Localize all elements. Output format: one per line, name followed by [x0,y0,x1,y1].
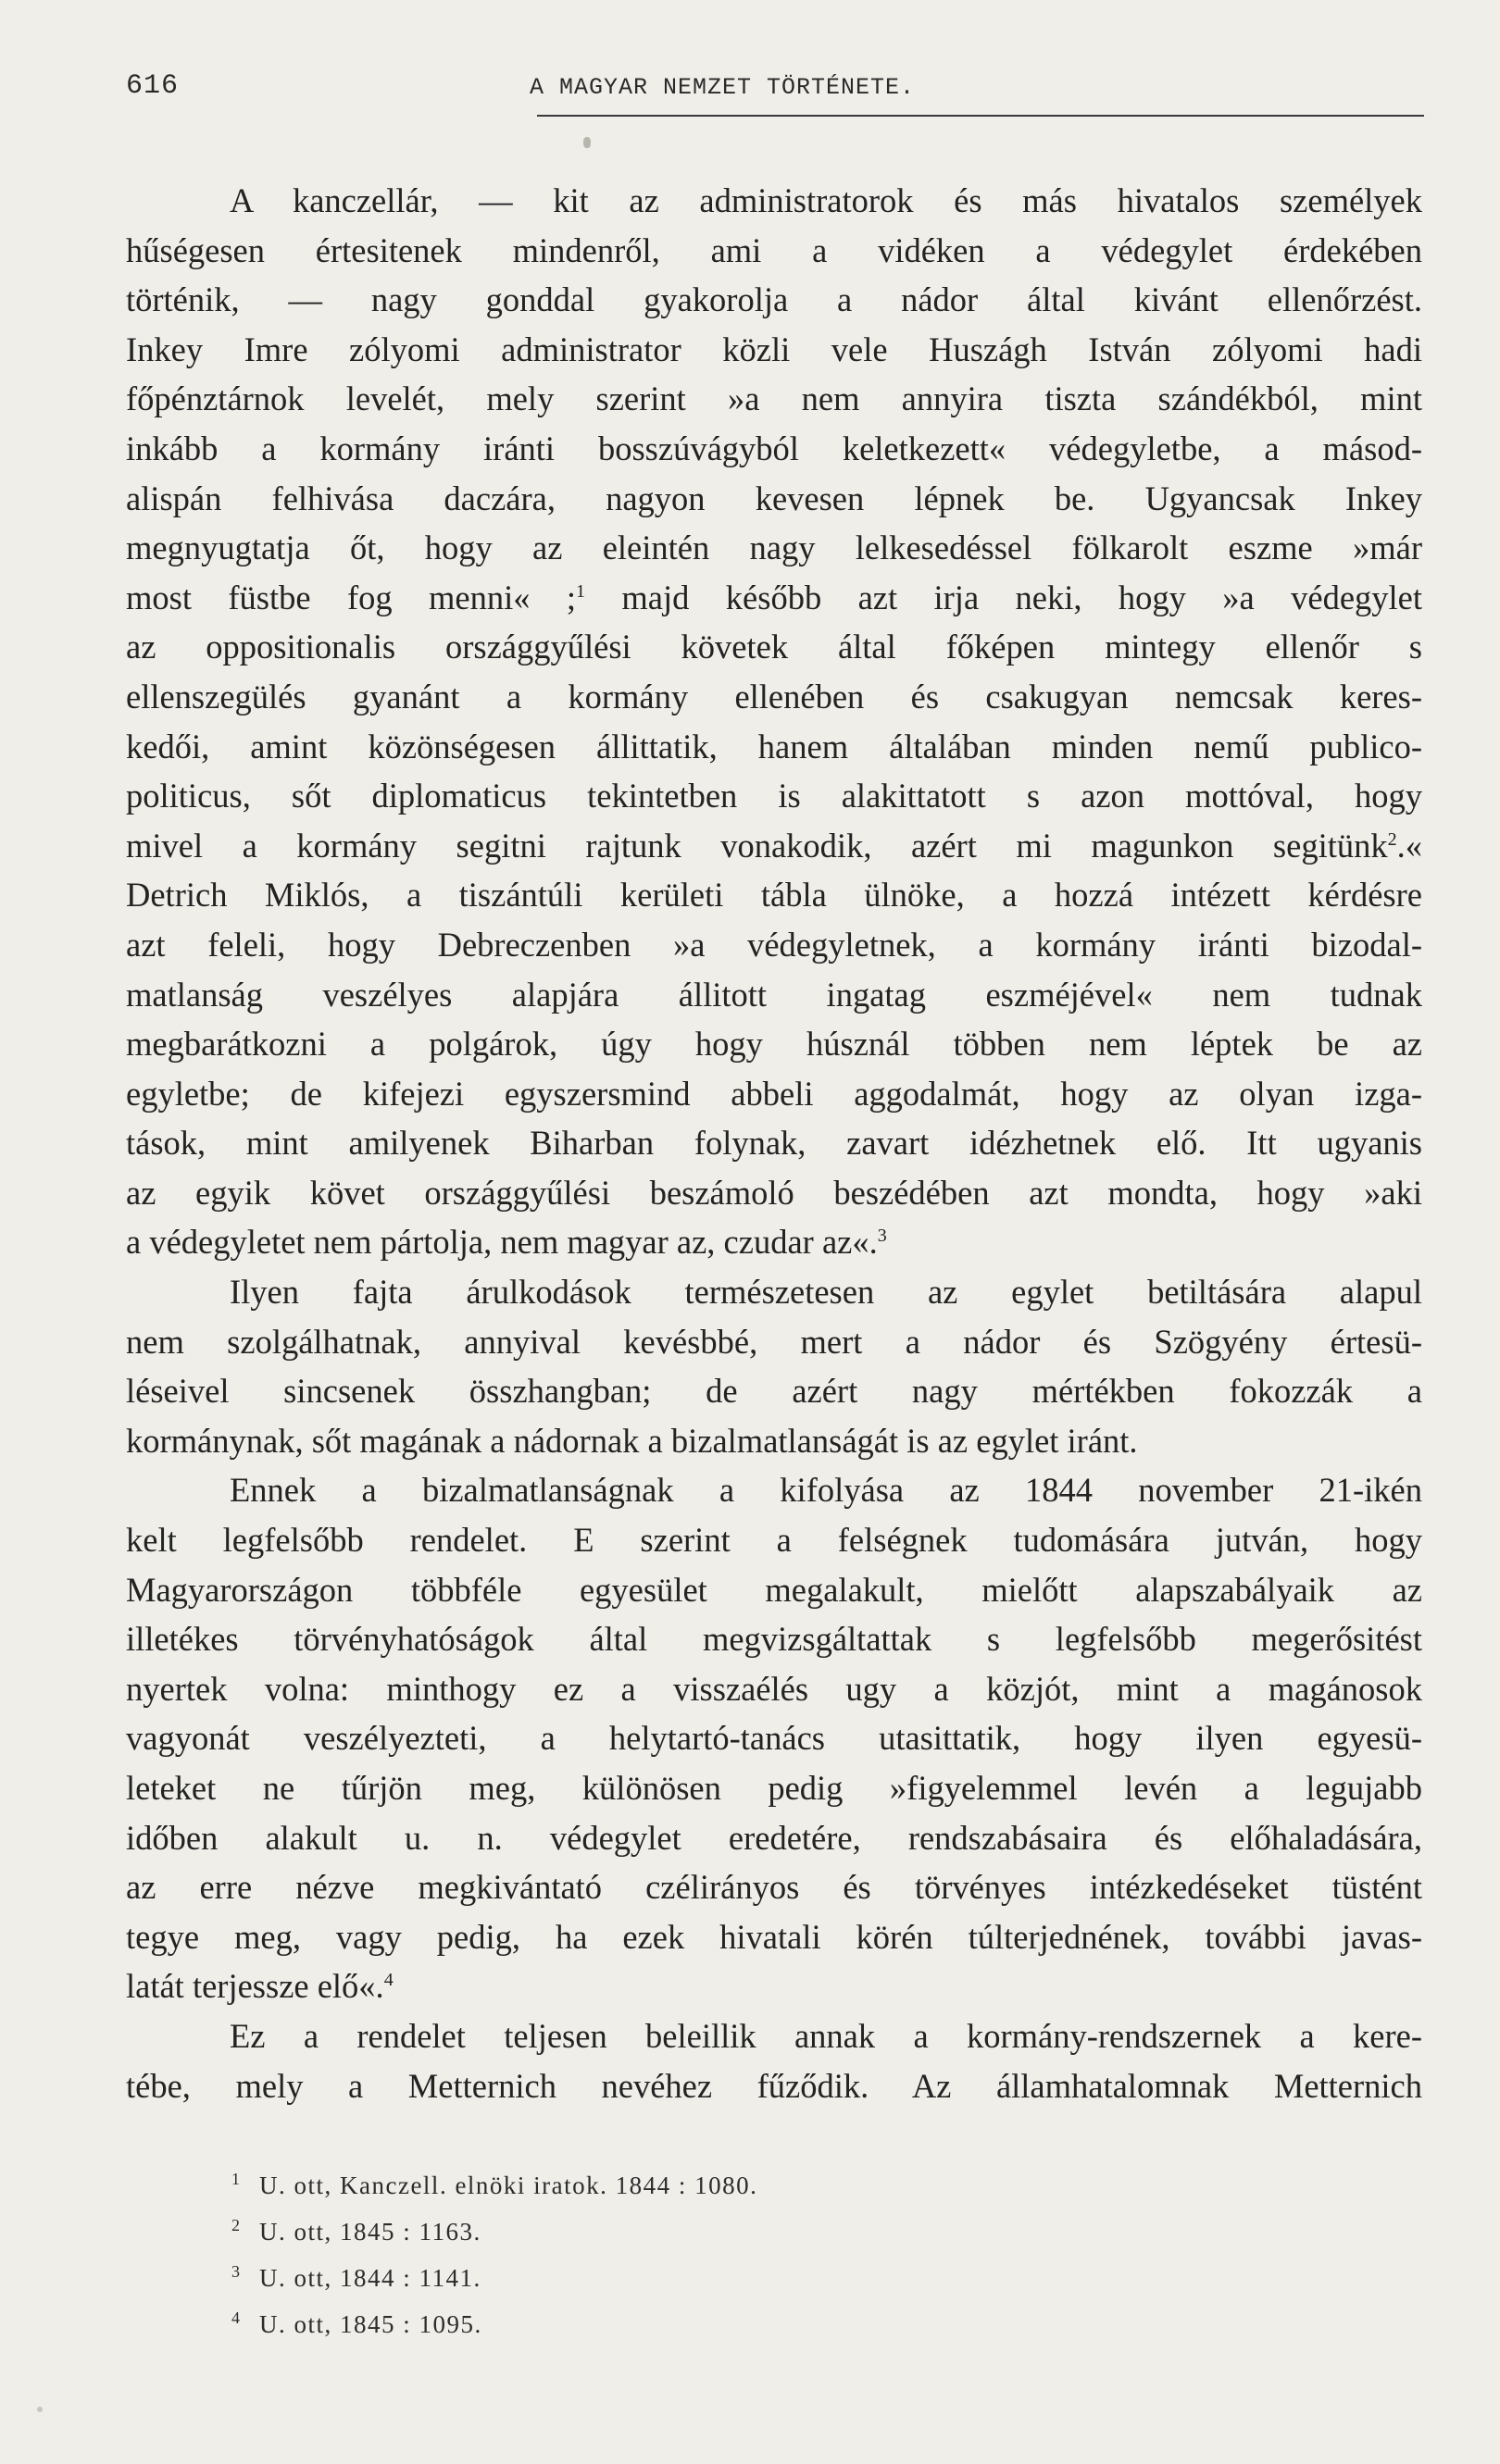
text-line [126,1763,1422,1813]
text-line [126,920,1422,970]
text-line-content: időben alakult u. n. védegylet eredetére, rendszabásaira és előhaladására, [126,1818,1422,1857]
text-line [126,970,1422,1020]
text-line-content: alispán felhivása daczára, nagyon kevesen lépnek be. Ugyancsak Inkey [126,479,1422,517]
text-line-content: Ez a rendelet teljesen beleillik annak a kormány-rendszernek a kere- [230,2016,1422,2055]
text-line [126,1118,1422,1168]
text-line [126,1813,1422,1863]
page-blemish [37,2407,43,2412]
text-line-content: leteket ne tűrjön meg, különösen pedig »figyelemmel levén a legujabb [126,1769,1422,1807]
text-line-content: nyertek volna: minthogy ez a visszaélés ugy a közjót, mint a magánosok [126,1669,1422,1708]
footnote: 4 U. ott, 1845 : 1095. [231,2308,482,2338]
header-rule [537,115,1424,117]
text-line [126,1267,1422,1317]
text-line-content: léseivel sincsenek összhangban; de azért nagy mértékben fokozzák a [126,1372,1422,1411]
text-line [126,1317,1422,1367]
text-line-content: Inkey Imre zólyomi administrator közli vele Huszágh István zólyomi hadi [126,330,1422,368]
text-line-continuation: majd később azt irja neki, hogy »a védegylet [585,578,1423,616]
text-line [126,1217,1422,1267]
text-line-content: az erre nézve megkivántató czélirányos és törvényes intézkedéseket tüstént [126,1868,1422,1907]
text-line-content: A kanczellár, — kit az administratorok és más hivatalos személyek [230,181,1422,219]
text-line [126,722,1422,772]
footnote: 1 U. ott, Kanczell. elnöki iratok. 1844 : 1080. [231,2170,758,2199]
text-line [126,474,1422,524]
text-line [126,771,1422,821]
text-line-content: azt feleli, hogy Debreczenben »a védegyletnek, a kormány iránti bizodal- [126,925,1422,964]
text-line-content: az egyik követ országgyűlési beszámoló beszédében azt mondta, hogy »aki [126,1173,1422,1212]
text-line-content: Magyarországon többféle egyesület megalakult, mielőtt alapszabályaik az [126,1570,1422,1609]
text-line [126,1019,1422,1069]
text-line-content: Ennek a bizalmatlanságnak a kifolyása az 1844 november 21-ikén [230,1471,1422,1510]
text-line [126,1862,1422,1912]
text-line-content: megnyugtatja őt, hogy az eleintén nagy lelkesedéssel fölkarolt eszme »már [126,529,1422,567]
text-line-content: matlanság veszélyes alapjára állitott ingatag eszméjével« nem tudnak [126,975,1422,1014]
text-line [126,1664,1422,1714]
footnote-text: U. ott, 1845 : 1095. [259,2310,482,2338]
text-line-content: mivel a kormány segitni rajtunk vonakodik, azért mi magunkon segitünk [126,826,1388,865]
text-line-content: egyletbe; de kifejezi egyszersmind abbeli aggodalmát, hogy az olyan izga- [126,1074,1422,1113]
text-line [126,622,1422,672]
text-line [126,573,1422,623]
text-line-content: történik, — nagy gonddal gyakorolja a nádor által kivánt ellenőrzést. [126,280,1422,319]
text-line-content: kedői, amint közönségesen állittatik, hanem általában minden nemű publico- [126,727,1422,765]
text-line-content: illetékes törvényhatóságok által megvizsgáltattak s legfelsőbb megerősitést [126,1620,1422,1659]
text-line-content: ellenszegülés gyanánt a kormány ellenében és csakugyan nemcsak keres- [126,677,1422,716]
text-line-continuation: .« [1396,826,1422,865]
footnote-reference[interactable]: 4 [383,1970,394,1991]
text-line [126,1465,1422,1515]
text-line-content: tébe, mely a Metternich nevéhez fűződik. Az államhatalomnak Metternich [126,2066,1422,2105]
text-line-content: politicus, sőt diplomaticus tekintetben is alakittatott s azon mottóval, hogy [126,777,1422,815]
text-line [126,1069,1422,1119]
text-line-content: inkább a kormány iránti bosszúvágyból keletkezett« védegyletbe, a másod- [126,429,1422,467]
text-line [126,226,1422,276]
text-line [126,1515,1422,1565]
body-text [126,176,1422,2110]
text-line-content: tegye meg, vagy pedig, ha ezek hivatali körén túlterjednének, további javas- [126,1917,1422,1956]
footnote: 3 U. ott, 1844 : 1141. [231,2262,481,2292]
text-line [126,821,1422,871]
text-line [126,1168,1422,1218]
footnote-reference[interactable]: 3 [877,1226,887,1247]
text-line [126,1416,1422,1466]
footnote-text: U. ott, 1845 : 1163. [259,2218,481,2246]
text-line-content: latát terjessze elő«. [126,1967,384,2006]
footnote-text: U. ott, 1844 : 1141. [259,2264,481,2292]
running-title: A MAGYAR NEMZET TÖRTÉNETE. [530,74,916,101]
ink-speck [583,137,591,148]
text-line [126,1565,1422,1615]
text-line [126,2061,1422,2111]
page-number: 616 [126,70,180,102]
text-line-content: az oppositionalis országgyűlési követek által főképen mintegy ellenőr s [126,628,1422,666]
text-line-content: kormánynak, sőt magának a nádornak a bizalmatlanságát is az egylet iránt. [126,1421,1138,1460]
text-line [126,870,1422,920]
footnote: 2 U. ott, 1845 : 1163. [231,2216,481,2246]
text-line-content: kelt legfelsőbb rendelet. E szerint a felségnek tudomására jutván, hogy [126,1521,1422,1560]
text-line [126,325,1422,375]
text-line-content: nem szolgálhatnak, annyival kevésbbé, mert a nádor és Szögyény értesü- [126,1322,1422,1361]
text-line [126,424,1422,474]
text-line-content: vagyonát veszélyezteti, a helytartó-tanács utasittatik, hogy ilyen egyesü- [126,1719,1422,1758]
text-line [126,523,1422,573]
text-line [126,1961,1422,2011]
footnotes [231,2162,1250,2347]
text-line [126,1614,1422,1664]
text-line [126,374,1422,424]
text-line [126,176,1422,226]
text-line-content: főpénztárnok levelét, mely szerint »a nem annyira tiszta szándékból, mint [126,380,1422,418]
text-line-content: tások, mint amilyenek Biharban folynak, zavart idézhetnek elő. Itt ugyanis [126,1124,1422,1163]
text-line [126,1366,1422,1416]
footnote-reference[interactable]: 1 [576,580,586,602]
text-line [126,275,1422,325]
footnote-reference[interactable]: 2 [1387,828,1397,850]
text-line [126,672,1422,722]
text-line-content: most füstbe fog menni« ; [126,578,577,616]
text-line-content: hűségesen értesitenek mindenről, ami a vidéken a védegylet érdekében [126,230,1422,269]
text-line-content: Detrich Miklós, a tiszántúli kerületi tábla ülnöke, a hozzá intézett kérdésre [126,876,1422,915]
text-line [126,1713,1422,1763]
text-line-content: Ilyen fajta árulkodások természetesen az egylet betiltására alapul [230,1273,1422,1312]
text-line [126,2011,1422,2061]
footnote-text: U. ott, Kanczell. elnöki iratok. 1844 : 1080. [259,2172,758,2199]
text-line [126,1912,1422,1962]
text-line-content: a védegyletet nem pártolja, nem magyar az, czudar az«. [126,1223,878,1262]
text-line-content: megbarátkozni a polgárok, úgy hogy húsznál többen nem léptek be az [126,1025,1422,1064]
